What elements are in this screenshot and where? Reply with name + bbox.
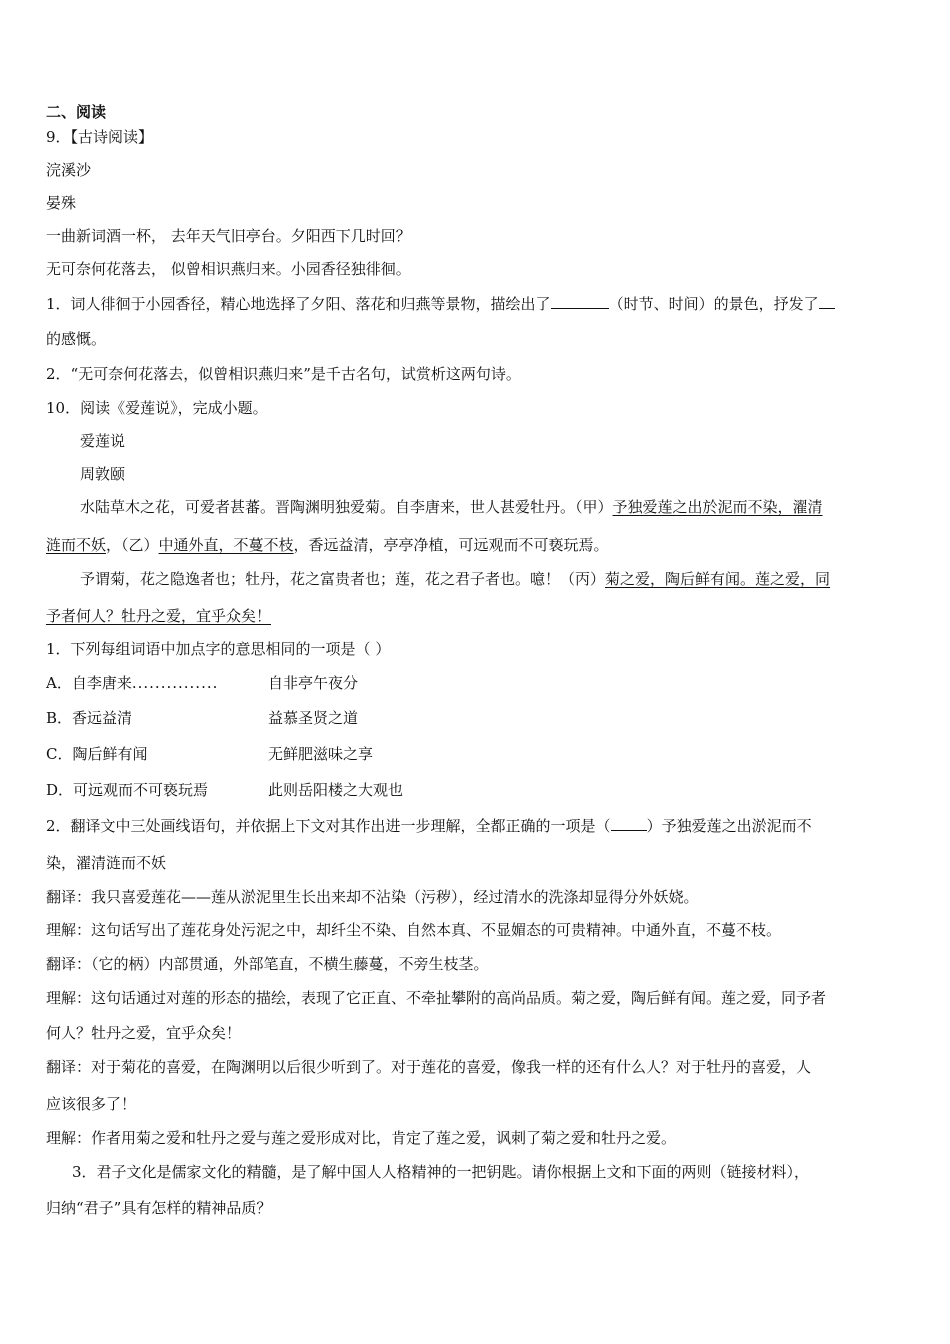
underlined-sentence-yi: 中通外直，不蔓不枝 — [158, 536, 294, 554]
q10-sub2-line2: 染，濯清涟而不妖 — [46, 854, 167, 872]
q10-sub2-text-a: 2．翻译文中三处画线语句，并依据上下文对其作出进一步理解，全都正确的一项是（ — [46, 817, 611, 835]
option-a[interactable] — [46, 673, 359, 693]
option-b[interactable] — [46, 708, 359, 728]
option-left: 自李唐来 — [71, 674, 132, 692]
q9-sub1-text-b: （时节、时间）的景色，抒发了 — [608, 295, 819, 313]
essay-para2-line2 — [46, 606, 271, 626]
option-label: A． — [46, 674, 72, 692]
essay-title: 爱莲说 — [80, 432, 126, 450]
underlined-sentence-jia-cont: 涟而不妖 — [46, 536, 107, 554]
option-c[interactable] — [46, 744, 374, 764]
essay-text: 水陆草木之花，可爱者甚蕃。晋陶渊明独爱菊。自李唐来，世人甚爱牡丹。（甲） — [80, 498, 613, 516]
answer-blank-feeling[interactable] — [819, 294, 835, 309]
q9-sub1-text-a: 1．词人徘徊于小园香径，精心地选择了夕阳、落花和归燕等景物，描绘出了 — [46, 295, 551, 313]
q10-sub2-text-b: ）予独爱莲之出淤泥而不 — [646, 817, 812, 835]
essay-para1-line2 — [46, 535, 609, 555]
underlined-sentence-jia: 予独爱莲之出於泥而不染，濯清 — [612, 498, 823, 516]
q9-sub1-line1 — [46, 294, 835, 314]
translation-3-line2: 应该很多了！ — [46, 1095, 137, 1113]
option-d[interactable] — [46, 780, 404, 800]
answer-blank-choice[interactable] — [611, 816, 647, 831]
option-left: 香远益清 — [72, 709, 133, 727]
option-right: 益慕圣贤之道 — [268, 709, 359, 727]
q10-sub3-line2: 归纳“君子”具有怎样的精神品质？ — [46, 1199, 272, 1217]
poem-line-1: 一曲新词酒一杯， 去年天气旧亭台。夕阳西下几时回？ — [46, 227, 411, 245]
essay-author: 周敦颐 — [80, 465, 126, 483]
essay-text: ，香远益清，亭亭净植，可远观而不可亵玩焉。 — [293, 536, 609, 554]
translation-2: 翻译：（它的柄）内部贯通，外部笔直，不横生藤蔓，不旁生枝茎。 — [46, 955, 489, 973]
essay-para2-line1 — [80, 569, 830, 589]
option-right: 自非亭午夜分 — [268, 674, 359, 692]
q9-sub1-line2: 的感慨。 — [46, 330, 107, 348]
essay-text: ，（乙） — [106, 536, 159, 554]
translation-3-line1: 翻译：对于菊花的喜爱，在陶渊明以后很少听到了。对于莲花的喜爱，像我一样的还有什么人？对于牡丹的喜爱，人 — [46, 1058, 812, 1076]
poem-line-2: 无可奈何花落去， 似曾相识燕归来。小园香径独徘徊。 — [46, 260, 411, 278]
option-right: 无鲜肥滋味之享 — [268, 745, 374, 763]
poem-title: 浣溪沙 — [46, 161, 92, 179]
understanding-3: 理解：作者用菊之爱和牡丹之爱与莲之爱形成对比，肯定了莲之爱，讽刺了菊之爱和牡丹之爱。 — [46, 1129, 677, 1147]
q10-sub3-line1: 3．君子文化是儒家文化的精髓，是了解中国人人格精神的一把钥匙。请你根据上文和下面的两则（链接材料）， — [72, 1163, 810, 1181]
poem-author: 晏殊 — [46, 194, 77, 212]
q10-sub1: 1．下列每组词语中加点字的意思相同的一项是（ ） — [46, 640, 391, 658]
understanding-1: 理解：这句话写出了莲花身处污泥之中，却纤尘不染、自然本真、不显媚态的可贵精神。中通外直，不蔓不枝。 — [46, 921, 782, 939]
option-right: 此则岳阳楼之大观也 — [268, 781, 404, 799]
option-label: D． — [46, 781, 74, 799]
answer-blank-season[interactable] — [551, 294, 609, 309]
emphasis-dots: ............... — [131, 674, 219, 692]
option-left: 陶后鲜有闻 — [72, 745, 148, 763]
q10-header: 10．阅读《爱莲说》，完成小题。 — [46, 399, 268, 417]
option-label: B． — [46, 709, 73, 727]
option-left: 可远观而不可亵玩焉 — [73, 781, 209, 799]
underlined-sentence-bing: 菊之爱，陶后鲜有闻。莲之爱，同 — [605, 570, 831, 588]
understanding-2-line2: 何人？牡丹之爱，宜乎众矣！ — [46, 1024, 242, 1042]
option-label: C． — [46, 745, 73, 763]
essay-para1-line1 — [80, 497, 823, 517]
understanding-2-line1: 理解：这句话通过对莲的形态的描绘，表现了它正直、不牵扯攀附的高尚品质。菊之爱，陶后鲜有闻。莲之爱，同予者 — [46, 989, 827, 1007]
underlined-sentence-bing-cont: 予者何人？牡丹之爱，宜乎众矣！ — [46, 607, 272, 625]
translation-1: 翻译：我只喜爱莲花——莲从淤泥里生长出来却不沾染（污秽），经过清水的洗涤却显得分外妖娆。 — [46, 888, 699, 906]
section-title: 二、阅读 — [46, 103, 107, 121]
q9-sub2: 2．“无可奈何花落去，似曾相识燕归来”是千古名句，试赏析这两句诗。 — [46, 365, 521, 383]
essay-text: 予谓菊，花之隐逸者也；牡丹，花之富贵者也；莲，花之君子者也。噫！（丙） — [80, 570, 606, 588]
q10-sub2-line1 — [46, 816, 812, 836]
q9-header: 9．【古诗阅读】 — [46, 128, 154, 146]
